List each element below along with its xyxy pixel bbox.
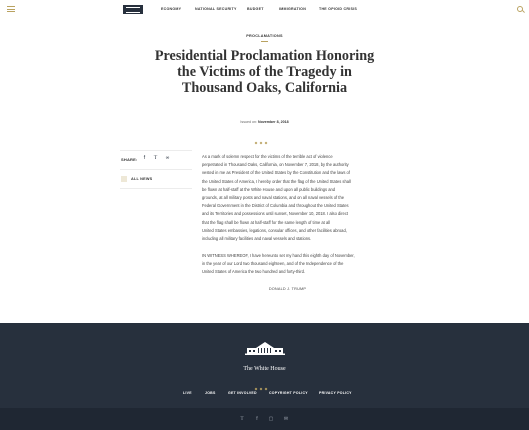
- footer-link-jobs[interactable]: JOBS: [205, 391, 216, 395]
- twitter-icon[interactable]: 𝕋: [240, 416, 244, 422]
- footer-link-get-involved[interactable]: GET INVOLVED: [228, 391, 257, 395]
- text-line: As a mark of solemn respect for the victims of the terrible act of violence: [202, 154, 333, 159]
- all-news-link[interactable]: ALL NEWS: [131, 177, 153, 181]
- email-icon[interactable]: ✉: [283, 416, 289, 422]
- article-category[interactable]: PROCLAMATIONS: [246, 34, 283, 38]
- footer-link-privacy-policy[interactable]: PRIVACY POLICY: [319, 391, 352, 395]
- share-label: SHARE:: [121, 157, 138, 162]
- text-line: United States embassies, legations, consular offices, and other facilities abroad,: [202, 227, 347, 233]
- white-house-logo-icon[interactable]: [123, 5, 143, 14]
- signer-name: DONALD J. TRUMP: [268, 287, 307, 291]
- proclamation-paragraph-1: [202, 153, 372, 243]
- footer-link-live[interactable]: LIVE: [183, 391, 192, 395]
- nav-economy[interactable]: ECONOMY: [161, 7, 182, 11]
- category-underline: [261, 41, 268, 42]
- nav-national-security[interactable]: NATIONAL SECURITY: [195, 7, 237, 11]
- sidebar-divider-middle: [120, 169, 192, 170]
- link-icon[interactable]: ∞: [165, 155, 170, 161]
- facebook-icon[interactable]: f: [256, 416, 258, 422]
- nav-opioid-crisis[interactable]: THE OPIOID CRISIS: [319, 7, 357, 11]
- search-icon[interactable]: [517, 6, 523, 12]
- text-line: the United States of America, I hereby order that the flag of the United States shall: [202, 178, 351, 184]
- text-line: and its Territories and possessions until sunset, November 10, 2018. I also direct: [202, 211, 349, 217]
- instagram-icon[interactable]: ▢: [268, 416, 274, 422]
- text-line: that the flag shall be flown at half-staff for the same length of time at all: [202, 219, 331, 225]
- menu-icon[interactable]: [7, 6, 15, 12]
- nav-budget[interactable]: BUDGET: [247, 7, 264, 11]
- issued-date-value: November 8, 2018: [258, 120, 289, 124]
- footer-link-copyright-policy[interactable]: COPYRIGHT POLICY: [269, 391, 308, 395]
- issued-date-prefix: Issued on:: [240, 120, 257, 124]
- site-header: [0, 0, 529, 19]
- footer-social-bar: [0, 408, 529, 430]
- proclamation-paragraph-2: [202, 252, 372, 277]
- facebook-icon[interactable]: f: [143, 155, 146, 161]
- page-title: Presidential Proclamation Honoring the Victims of the Tragedy in Thousand Oaks, California: [154, 48, 375, 96]
- text-line: vested in me as President of the United States by the Constitution and the laws of: [202, 170, 350, 176]
- sidebar-divider-top: [120, 150, 192, 151]
- nav-immigration[interactable]: IMMIGRATION: [279, 7, 307, 11]
- grid-icon[interactable]: [121, 176, 127, 182]
- text-line: grounds, at all military posts and naval stations, and on all naval vessels of the: [202, 195, 344, 201]
- issued-date: [0, 120, 529, 124]
- decorative-dots-icon: [255, 131, 275, 135]
- text-line: perpetrated in Thousand Oaks, California, on November 7, 2018, by the authority: [202, 162, 349, 168]
- text-line: Federal Government in the District of Columbia and throughout the United States: [202, 203, 349, 209]
- footer-decorative-dots-icon: [255, 377, 275, 381]
- sidebar-divider-bottom: [120, 188, 192, 189]
- text-line: in the year of our Lord two thousand eighteen, and of the Independence of the: [202, 261, 344, 267]
- text-line: United States of America the two hundred and forty-third.: [202, 269, 306, 275]
- twitter-icon[interactable]: 𝕋: [153, 155, 158, 161]
- white-house-building-icon[interactable]: [245, 341, 285, 356]
- text-line: be flown at half-staff at the White House and upon all public buildings and: [202, 186, 336, 192]
- footer-site-name[interactable]: The White House: [243, 366, 286, 372]
- text-line: including all military facilities and naval vessels and stations.: [202, 236, 312, 242]
- text-line: IN WITNESS WHEREOF, I have hereunto set my hand this eighth day of November,: [202, 253, 355, 258]
